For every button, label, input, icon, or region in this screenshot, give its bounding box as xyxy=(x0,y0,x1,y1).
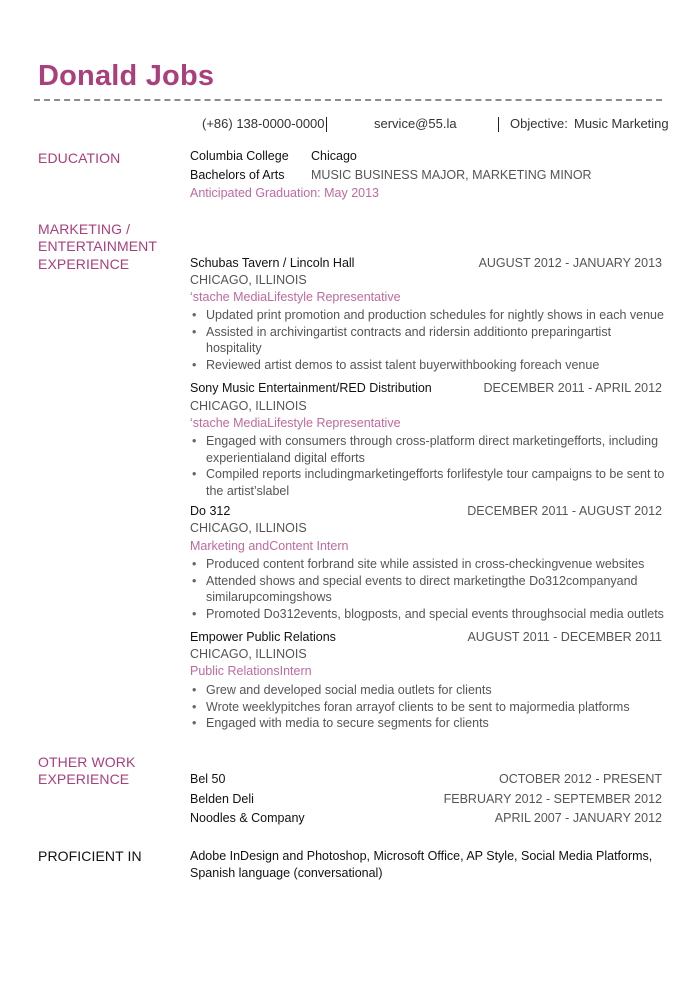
objective-label: Objective: xyxy=(510,116,568,131)
job-role: Public RelationsIntern xyxy=(190,664,312,678)
job-role: Marketing andContent Intern xyxy=(190,539,349,553)
job-role: ‘stache MediaLifestyle Representative xyxy=(190,290,401,304)
job-location: CHICAGO, ILLINOIS xyxy=(190,521,307,535)
section-title-marketing-line3: EXPERIENCE xyxy=(38,256,130,272)
job-role: ‘stache MediaLifestyle Representative xyxy=(190,416,401,430)
other-work-dates: OCTOBER 2012 - PRESENT xyxy=(498,772,662,786)
contact-phone: (+86) 138-0000-0000 xyxy=(202,116,325,131)
other-work-dates: FEBRUARY 2012 - SEPTEMBER 2012 xyxy=(443,792,662,806)
resume-name: Donald Jobs xyxy=(38,60,215,92)
job-bullet: • Assisted in archivingartist contracts and ridersin additionto preparingartist hospitality xyxy=(190,324,646,357)
section-title-education: EDUCATION xyxy=(38,150,121,166)
job-bullet: • Reviewed artist demos to assist talent buyerwithbooking foreach venue xyxy=(190,357,670,374)
job-bullet: • Promoted Do312events, blogposts, and special events throughsocial media outlets xyxy=(190,606,670,623)
job-bullets xyxy=(190,307,670,373)
job-bullet: • Grew and developed social media outlets for clients xyxy=(190,682,670,699)
job-bullets xyxy=(190,433,670,499)
job-company: Sony Music Entertainment/RED Distribution xyxy=(190,381,432,395)
proficient-skills: Adobe InDesign and Photoshop, Microsoft Office, AP Style, Social Media Platforms, Spanish language (conversational) xyxy=(190,849,653,880)
job-company: Schubas Tavern / Lincoln Hall xyxy=(190,256,355,270)
job-dates: AUGUST 2011 - DECEMBER 2011 xyxy=(467,630,662,644)
job-location: CHICAGO, ILLINOIS xyxy=(190,647,307,661)
section-title-other-line2: EXPERIENCE xyxy=(38,771,130,787)
job-bullet: • Compiled reports includingmarketingefforts forlifestyle tour campaigns to be sent to the artist’slabel xyxy=(190,466,670,499)
job-bullet: • Updated print promotion and production schedules for nightly shows in each venue xyxy=(190,307,670,324)
education-major: MUSIC BUSINESS MAJOR, MARKETING MINOR xyxy=(311,168,592,182)
job-bullets xyxy=(190,682,670,732)
job-location: CHICAGO, ILLINOIS xyxy=(190,273,307,287)
job-bullet: • Engaged with consumers through cross-platform direct marketingefforts, including experientialand digital efforts xyxy=(190,433,670,466)
job-bullets xyxy=(190,556,670,622)
job-dates: DECEMBER 2011 - AUGUST 2012 xyxy=(467,504,662,518)
other-work-company: Belden Deli xyxy=(190,792,254,806)
job-bullet: • Wrote weeklypitches foran arrayof clients to be sent to majormedia platforms xyxy=(190,699,670,716)
job-company: Do 312 xyxy=(190,504,231,518)
job-dates: DECEMBER 2011 - APRIL 2012 xyxy=(483,381,662,395)
education-graduation: Anticipated Graduation: May 2013 xyxy=(190,186,380,200)
other-work-company: Noodles & Company xyxy=(190,811,305,825)
section-title-marketing-line1: MARKETING / xyxy=(38,221,131,237)
education-city: Chicago xyxy=(311,149,357,163)
job-location: CHICAGO, ILLINOIS xyxy=(190,399,307,413)
contact-email: service@55.la xyxy=(374,116,457,131)
job-company: Empower Public Relations xyxy=(190,630,336,644)
job-bullet: • Engaged with media to secure segments for clients xyxy=(190,715,670,732)
contact-separator xyxy=(498,116,499,132)
section-title-proficient: PROFICIENT IN xyxy=(38,848,142,864)
other-work-dates: APRIL 2007 - JANUARY 2012 xyxy=(494,811,662,825)
objective-value: Music Marketing xyxy=(574,116,669,131)
education-degree: Bachelors of Arts xyxy=(190,168,285,182)
section-title-marketing-line2: ENTERTAINMENT xyxy=(38,238,158,254)
job-bullet: • Attended shows and special events to direct marketingthe Do312companyand similarupcomingshows xyxy=(190,573,656,606)
job-bullet: • Produced content forbrand site while assisted in cross-checkingvenue websites xyxy=(190,556,670,573)
contact-separator xyxy=(326,116,327,132)
header-divider xyxy=(34,99,662,101)
education-school: Columbia College xyxy=(190,149,289,163)
other-work-company: Bel 50 xyxy=(190,772,226,786)
section-title-other-line1: OTHER WORK xyxy=(38,754,136,770)
job-dates: AUGUST 2012 - JANUARY 2013 xyxy=(478,256,662,270)
